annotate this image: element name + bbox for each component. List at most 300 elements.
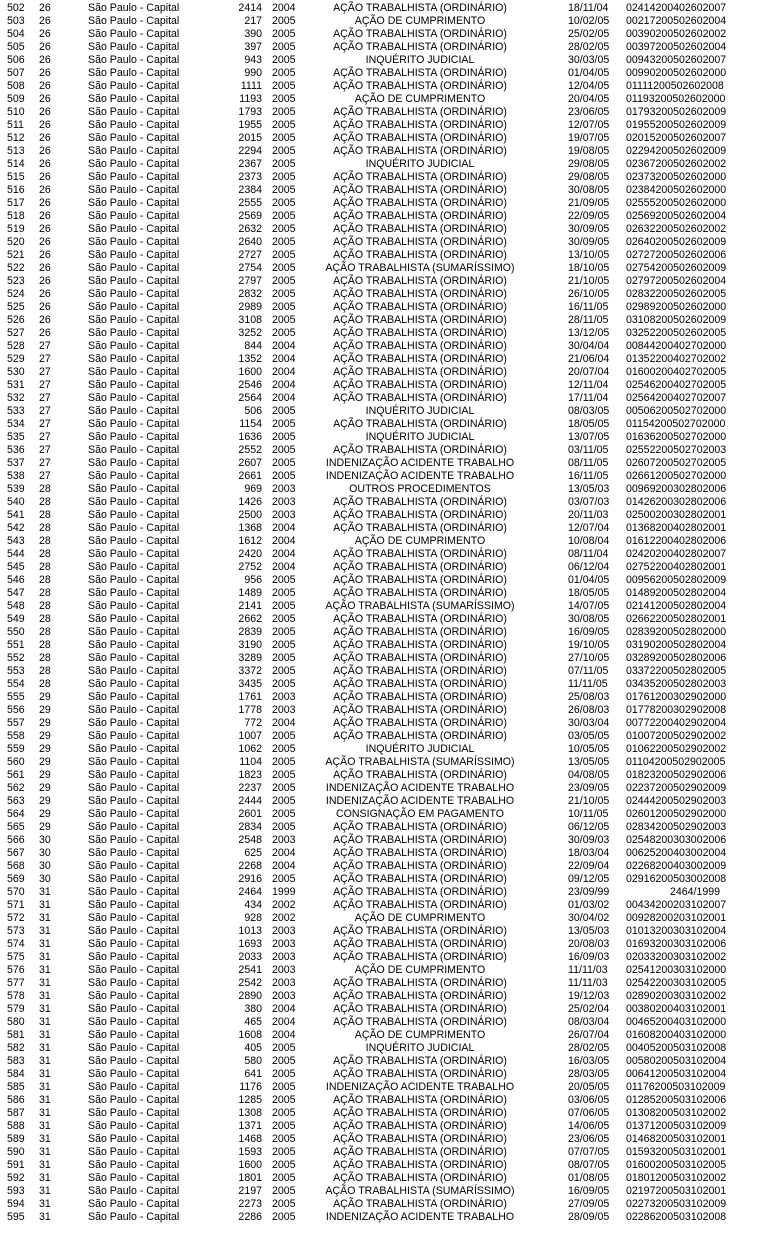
action-type-cell: AÇÃO TRABALHISTA (ORDINÁRIO) (333, 106, 507, 118)
filing-date-cell: 22/09/05 (568, 210, 610, 222)
row-number-cell: 515 (7, 171, 25, 183)
court-number-cell: 27 (39, 366, 51, 378)
location-cell: São Paulo - Capital (88, 1016, 180, 1028)
process-number-cell: 1636 (238, 431, 262, 443)
filing-date-cell: 07/07/05 (568, 1146, 610, 1158)
filing-date-cell: 14/06/05 (568, 1120, 610, 1132)
location-cell: São Paulo - Capital (88, 769, 180, 781)
filing-date-cell: 26/08/03 (568, 704, 610, 716)
table-row (0, 171, 768, 184)
process-year-cell: 2004 (272, 548, 296, 560)
location-cell: São Paulo - Capital (88, 899, 180, 911)
court-number-cell: 31 (39, 1159, 51, 1171)
location-cell: São Paulo - Capital (88, 639, 180, 651)
table-row (0, 522, 768, 535)
table-row (0, 691, 768, 704)
court-number-cell: 28 (39, 626, 51, 638)
location-cell: São Paulo - Capital (88, 210, 180, 222)
court-number-cell: 31 (39, 925, 51, 937)
row-number-cell: 539 (7, 483, 25, 495)
process-year-cell: 2003 (272, 951, 296, 963)
process-number-cell: 1600 (238, 1159, 262, 1171)
row-number-cell: 591 (7, 1159, 25, 1171)
filing-date-cell: 23/09/05 (568, 782, 610, 794)
process-year-cell: 2004 (272, 860, 296, 872)
action-type-cell: AÇÃO TRABALHISTA (ORDINÁRIO) (333, 1016, 507, 1028)
action-type-cell: AÇÃO TRABALHISTA (ORDINÁRIO) (333, 145, 507, 157)
table-row (0, 1029, 768, 1042)
row-number-cell: 566 (7, 834, 25, 846)
court-number-cell: 29 (39, 730, 51, 742)
table-row (0, 782, 768, 795)
row-number-cell: 527 (7, 327, 25, 339)
row-number-cell: 538 (7, 470, 25, 482)
filing-date-cell: 21/09/05 (568, 197, 610, 209)
location-cell: São Paulo - Capital (88, 834, 180, 846)
court-number-cell: 31 (39, 1068, 51, 1080)
court-number-cell: 29 (39, 704, 51, 716)
court-number-cell: 31 (39, 1055, 51, 1067)
table-row (0, 678, 768, 691)
process-code-cell: 01955200502602009 (626, 119, 727, 131)
table-row (0, 405, 768, 418)
action-type-cell: AÇÃO TRABALHISTA (ORDINÁRIO) (333, 1146, 507, 1158)
process-code-cell: 03372200502802005 (626, 665, 727, 677)
location-cell: São Paulo - Capital (88, 93, 180, 105)
process-code-cell: 01801200503102002 (626, 1172, 727, 1184)
process-year-cell: 2005 (272, 1198, 296, 1210)
location-cell: São Paulo - Capital (88, 223, 180, 235)
row-number-cell: 533 (7, 405, 25, 417)
process-code-cell: 01193200502602000 (626, 93, 726, 105)
process-year-cell: 2005 (272, 223, 296, 235)
process-number-cell: 1693 (238, 938, 262, 950)
process-year-cell: 2005 (272, 1172, 296, 1184)
process-year-cell: 2005 (272, 262, 296, 274)
process-year-cell: 2005 (272, 574, 296, 586)
row-number-cell: 564 (7, 808, 25, 820)
court-number-cell: 31 (39, 886, 51, 898)
process-number-cell: 2601 (238, 808, 262, 820)
court-number-cell: 26 (39, 301, 51, 313)
process-code-cell: 00641200503102004 (626, 1068, 727, 1080)
filing-date-cell: 09/12/05 (568, 873, 610, 885)
table-row (0, 717, 768, 730)
filing-date-cell: 12/07/04 (568, 522, 610, 534)
action-type-cell: INQUÉRITO JUDICIAL (365, 158, 475, 170)
table-row (0, 626, 768, 639)
process-code-cell: 03108200502602009 (626, 314, 727, 326)
process-number-cell: 2541 (238, 964, 262, 976)
action-type-cell: AÇÃO TRABALHISTA (ORDINÁRIO) (333, 223, 507, 235)
process-year-cell: 2005 (272, 665, 296, 677)
process-year-cell: 2005 (272, 613, 296, 625)
table-row (0, 847, 768, 860)
location-cell: São Paulo - Capital (88, 262, 180, 274)
process-year-cell: 2004 (272, 2, 296, 14)
action-type-cell: AÇÃO TRABALHISTA (ORDINÁRIO) (333, 1198, 507, 1210)
process-code-cell: 02546200402702005 (626, 379, 727, 391)
location-cell: São Paulo - Capital (88, 379, 180, 391)
row-number-cell: 542 (7, 522, 25, 534)
court-number-cell: 26 (39, 106, 51, 118)
action-type-cell: AÇÃO TRABALHISTA (ORDINÁRIO) (333, 301, 507, 313)
location-cell: São Paulo - Capital (88, 1003, 180, 1015)
process-code-cell: 00506200502702000 (626, 405, 727, 417)
row-number-cell: 534 (7, 418, 25, 430)
action-type-cell: AÇÃO DE CUMPRIMENTO (354, 93, 486, 105)
table-row (0, 587, 768, 600)
action-type-cell: AÇÃO TRABALHISTA (ORDINÁRIO) (333, 678, 507, 690)
location-cell: São Paulo - Capital (88, 873, 180, 885)
location-cell: São Paulo - Capital (88, 444, 180, 456)
process-year-cell: 2005 (272, 873, 296, 885)
action-type-cell: INDENIZAÇÃO ACIDENTE TRABALHO (325, 782, 515, 794)
location-cell: São Paulo - Capital (88, 353, 180, 365)
location-cell: São Paulo - Capital (88, 613, 180, 625)
filing-date-cell: 27/10/05 (568, 652, 610, 664)
process-year-cell: 2004 (272, 535, 296, 547)
court-number-cell: 28 (39, 639, 51, 651)
filing-date-cell: 07/11/05 (568, 665, 609, 677)
row-number-cell: 509 (7, 93, 25, 105)
location-cell: São Paulo - Capital (88, 587, 180, 599)
action-type-cell: AÇÃO TRABALHISTA (ORDINÁRIO) (333, 613, 507, 625)
row-number-cell: 506 (7, 54, 25, 66)
court-number-cell: 26 (39, 249, 51, 261)
court-number-cell: 29 (39, 782, 51, 794)
process-year-cell: 2005 (272, 275, 296, 287)
process-table (0, 2, 768, 1224)
action-type-cell: AÇÃO TRABALHISTA (ORDINÁRIO) (333, 561, 507, 573)
court-number-cell: 26 (39, 327, 51, 339)
table-row (0, 262, 768, 275)
filing-date-cell: 21/10/05 (568, 275, 610, 287)
court-number-cell: 31 (39, 912, 51, 924)
location-cell: São Paulo - Capital (88, 1133, 180, 1145)
filing-date-cell: 28/11/05 (568, 314, 609, 326)
court-number-cell: 27 (39, 431, 51, 443)
row-number-cell: 519 (7, 223, 25, 235)
court-number-cell: 29 (39, 769, 51, 781)
process-year-cell: 2003 (272, 509, 296, 521)
row-number-cell: 563 (7, 795, 25, 807)
court-number-cell: 27 (39, 457, 51, 469)
court-number-cell: 27 (39, 340, 51, 352)
action-type-cell: AÇÃO TRABALHISTA (ORDINÁRIO) (333, 1094, 507, 1106)
location-cell: São Paulo - Capital (88, 1042, 180, 1054)
filing-date-cell: 01/03/02 (568, 899, 610, 911)
location-cell: São Paulo - Capital (88, 236, 180, 248)
action-type-cell: AÇÃO TRABALHISTA (ORDINÁRIO) (333, 990, 507, 1002)
court-number-cell: 26 (39, 54, 51, 66)
row-number-cell: 530 (7, 366, 25, 378)
row-number-cell: 536 (7, 444, 25, 456)
table-row (0, 496, 768, 509)
row-number-cell: 555 (7, 691, 25, 703)
process-number-cell: 1104 (239, 756, 262, 768)
process-year-cell: 2005 (272, 106, 296, 118)
court-number-cell: 26 (39, 132, 51, 144)
action-type-cell: AÇÃO TRABALHISTA (ORDINÁRIO) (333, 951, 507, 963)
process-code-cell: 00844200402702000 (626, 340, 727, 352)
filing-date-cell: 12/04/05 (568, 80, 610, 92)
filing-date-cell: 08/11/05 (568, 457, 609, 469)
court-number-cell: 31 (39, 1198, 51, 1210)
process-number-cell: 1801 (238, 1172, 262, 1184)
action-type-cell: AÇÃO TRABALHISTA (ORDINÁRIO) (333, 67, 507, 79)
process-number-cell: 1608 (238, 1029, 262, 1041)
filing-date-cell: 30/04/04 (568, 340, 610, 352)
location-cell: São Paulo - Capital (88, 847, 180, 859)
location-cell: São Paulo - Capital (88, 717, 180, 729)
location-cell: São Paulo - Capital (88, 405, 180, 417)
court-number-cell: 26 (39, 67, 51, 79)
process-code-cell: 02834200502902003 (626, 821, 727, 833)
process-year-cell: 1999 (272, 886, 296, 898)
court-number-cell: 28 (39, 613, 51, 625)
process-year-cell: 2005 (272, 327, 296, 339)
process-number-cell: 1352 (238, 353, 262, 365)
court-number-cell: 31 (39, 1016, 51, 1028)
action-type-cell: INDENIZAÇÃO ACIDENTE TRABALHO (325, 470, 515, 482)
process-code-cell: 00956200502802009 (626, 574, 727, 586)
action-type-cell: INQUÉRITO JUDICIAL (365, 54, 475, 66)
process-code-cell: 02268200403002009 (626, 860, 727, 872)
process-year-cell: 2005 (272, 587, 296, 599)
filing-date-cell: 25/08/03 (568, 691, 610, 703)
filing-date-cell: 10/08/04 (568, 535, 610, 547)
table-row (0, 1094, 768, 1107)
court-number-cell: 28 (39, 483, 51, 495)
location-cell: São Paulo - Capital (88, 80, 180, 92)
process-year-cell: 2005 (272, 210, 296, 222)
court-number-cell: 28 (39, 548, 51, 560)
location-cell: São Paulo - Capital (88, 730, 180, 742)
action-type-cell: AÇÃO TRABALHISTA (ORDINÁRIO) (333, 379, 507, 391)
action-type-cell: AÇÃO TRABALHISTA (ORDINÁRIO) (333, 925, 507, 937)
row-number-cell: 554 (7, 678, 25, 690)
court-number-cell: 26 (39, 93, 51, 105)
process-code-cell: 01308200503102002 (626, 1107, 727, 1119)
process-number-cell: 641 (244, 1068, 262, 1080)
process-year-cell: 2005 (272, 119, 296, 131)
process-number-cell: 2839 (238, 626, 262, 638)
table-row (0, 457, 768, 470)
table-row (0, 1107, 768, 1120)
row-number-cell: 531 (7, 379, 25, 391)
process-year-cell: 2005 (272, 730, 296, 742)
action-type-cell: AÇÃO TRABALHISTA (ORDINÁRIO) (333, 860, 507, 872)
table-row (0, 509, 768, 522)
filing-date-cell: 27/09/05 (568, 1198, 610, 1210)
action-type-cell: AÇÃO TRABALHISTA (ORDINÁRIO) (333, 197, 507, 209)
table-row (0, 470, 768, 483)
row-number-cell: 551 (7, 639, 25, 651)
action-type-cell: AÇÃO TRABALHISTA (ORDINÁRIO) (333, 522, 507, 534)
process-code-cell: 00772200402902004 (626, 717, 727, 729)
process-year-cell: 2005 (272, 171, 296, 183)
process-year-cell: 2005 (272, 1211, 296, 1223)
location-cell: São Paulo - Capital (88, 782, 180, 794)
row-number-cell: 572 (7, 912, 25, 924)
filing-date-cell: 20/04/05 (568, 93, 610, 105)
filing-date-cell: 10/02/05 (568, 15, 610, 27)
location-cell: São Paulo - Capital (88, 951, 180, 963)
location-cell: São Paulo - Capital (88, 964, 180, 976)
row-number-cell: 502 (7, 2, 25, 14)
table-row (0, 1159, 768, 1172)
court-number-cell: 31 (39, 990, 51, 1002)
row-number-cell: 567 (7, 847, 25, 859)
process-code-cell: 02237200502902009 (626, 782, 727, 794)
filing-date-cell: 28/03/05 (568, 1068, 610, 1080)
process-year-cell: 2005 (272, 15, 296, 27)
action-type-cell: AÇÃO TRABALHISTA (ORDINÁRIO) (333, 899, 507, 911)
table-row (0, 249, 768, 262)
process-code-cell: 01608200403102000 (626, 1029, 727, 1041)
process-year-cell: 2005 (272, 639, 296, 651)
process-number-cell: 2273 (238, 1198, 262, 1210)
row-number-cell: 559 (7, 743, 25, 755)
table-row (0, 964, 768, 977)
table-row (0, 574, 768, 587)
process-number-cell: 943 (244, 54, 262, 66)
table-row (0, 821, 768, 834)
action-type-cell: AÇÃO TRABALHISTA (ORDINÁRIO) (333, 769, 507, 781)
process-year-cell: 2005 (272, 132, 296, 144)
table-row (0, 639, 768, 652)
row-number-cell: 575 (7, 951, 25, 963)
process-number-cell: 2727 (238, 249, 262, 261)
process-number-cell: 390 (244, 28, 262, 40)
row-number-cell: 576 (7, 964, 25, 976)
process-year-cell: 2005 (272, 249, 296, 261)
process-code-cell: 03289200502802006 (626, 652, 727, 664)
process-number-cell: 2414 (238, 2, 262, 14)
action-type-cell: AÇÃO TRABALHISTA (ORDINÁRIO) (333, 392, 507, 404)
location-cell: São Paulo - Capital (88, 431, 180, 443)
table-row (0, 418, 768, 431)
row-number-cell: 550 (7, 626, 25, 638)
court-number-cell: 26 (39, 223, 51, 235)
filing-date-cell: 13/05/03 (568, 925, 610, 937)
action-type-cell: AÇÃO DE CUMPRIMENTO (354, 912, 486, 924)
action-type-cell: AÇÃO TRABALHISTA (ORDINÁRIO) (333, 509, 507, 521)
table-row (0, 665, 768, 678)
row-number-cell: 594 (7, 1198, 25, 1210)
court-number-cell: 30 (39, 860, 51, 872)
court-number-cell: 28 (39, 535, 51, 547)
process-code-cell: 01111200502602008 (626, 80, 724, 92)
row-number-cell: 571 (7, 899, 25, 911)
row-number-cell: 511 (7, 119, 24, 131)
court-number-cell: 28 (39, 587, 51, 599)
action-type-cell: AÇÃO TRABALHISTA (ORDINÁRIO) (333, 730, 507, 742)
court-number-cell: 26 (39, 80, 51, 92)
process-code-cell: 02548200303002006 (626, 834, 727, 846)
court-number-cell: 28 (39, 496, 51, 508)
process-number-cell: 1371 (238, 1120, 262, 1132)
action-type-cell: AÇÃO TRABALHISTA (ORDINÁRIO) (333, 171, 507, 183)
location-cell: São Paulo - Capital (88, 1081, 180, 1093)
filing-date-cell: 08/03/04 (568, 1016, 610, 1028)
court-number-cell: 29 (39, 756, 51, 768)
filing-date-cell: 21/10/05 (568, 795, 610, 807)
row-number-cell: 505 (7, 41, 25, 53)
filing-date-cell: 08/11/04 (568, 548, 609, 560)
process-code-cell: 02552200502702003 (626, 444, 727, 456)
court-number-cell: 28 (39, 600, 51, 612)
row-number-cell: 514 (7, 158, 25, 170)
process-year-cell: 2002 (272, 912, 296, 924)
court-number-cell: 31 (39, 1146, 51, 1158)
process-number-cell: 1761 (238, 691, 262, 703)
process-number-cell: 2464 (238, 886, 262, 898)
process-code-cell: 2464/1999 (669, 886, 721, 898)
action-type-cell: AÇÃO TRABALHISTA (ORDINÁRIO) (333, 574, 507, 586)
location-cell: São Paulo - Capital (88, 483, 180, 495)
table-row (0, 1055, 768, 1068)
filing-date-cell: 03/11/05 (568, 444, 609, 456)
court-number-cell: 26 (39, 288, 51, 300)
process-code-cell: 02197200503102001 (626, 1185, 727, 1197)
process-code-cell: 03435200502802003 (626, 678, 727, 690)
process-year-cell: 2003 (272, 496, 296, 508)
table-row (0, 431, 768, 444)
process-code-cell: 00943200502602007 (626, 54, 727, 66)
location-cell: São Paulo - Capital (88, 704, 180, 716)
process-number-cell: 2542 (238, 977, 262, 989)
filing-date-cell: 28/02/05 (568, 41, 610, 53)
table-row (0, 28, 768, 41)
process-code-cell: 02294200502602009 (626, 145, 727, 157)
filing-date-cell: 12/11/04 (568, 379, 609, 391)
action-type-cell: INQUÉRITO JUDICIAL (365, 743, 475, 755)
table-row (0, 743, 768, 756)
court-number-cell: 31 (39, 1107, 51, 1119)
court-number-cell: 31 (39, 1211, 51, 1223)
row-number-cell: 589 (7, 1133, 25, 1145)
location-cell: São Paulo - Capital (88, 743, 180, 755)
process-number-cell: 990 (244, 67, 262, 79)
court-number-cell: 27 (39, 405, 51, 417)
process-year-cell: 2005 (272, 301, 296, 313)
process-code-cell: 02607200502702005 (626, 457, 727, 469)
row-number-cell: 584 (7, 1068, 25, 1080)
court-number-cell: 29 (39, 743, 51, 755)
process-code-cell: 03190200502802004 (626, 639, 727, 651)
filing-date-cell: 20/07/04 (568, 366, 610, 378)
court-number-cell: 31 (39, 951, 51, 963)
action-type-cell: AÇÃO TRABALHISTA (ORDINÁRIO) (333, 665, 507, 677)
process-number-cell: 2890 (238, 990, 262, 1002)
process-year-cell: 2005 (272, 1094, 296, 1106)
row-number-cell: 574 (7, 938, 25, 950)
row-number-cell: 585 (7, 1081, 25, 1093)
process-code-cell: 02727200502602006 (626, 249, 727, 261)
court-number-cell: 26 (39, 184, 51, 196)
process-code-cell: 00217200502602004 (626, 15, 727, 27)
location-cell: São Paulo - Capital (88, 67, 180, 79)
location-cell: São Paulo - Capital (88, 509, 180, 521)
location-cell: São Paulo - Capital (88, 1029, 180, 1041)
table-row (0, 561, 768, 574)
location-cell: São Paulo - Capital (88, 158, 180, 170)
filing-date-cell: 30/09/05 (568, 236, 610, 248)
court-number-cell: 27 (39, 392, 51, 404)
process-number-cell: 506 (244, 405, 262, 417)
